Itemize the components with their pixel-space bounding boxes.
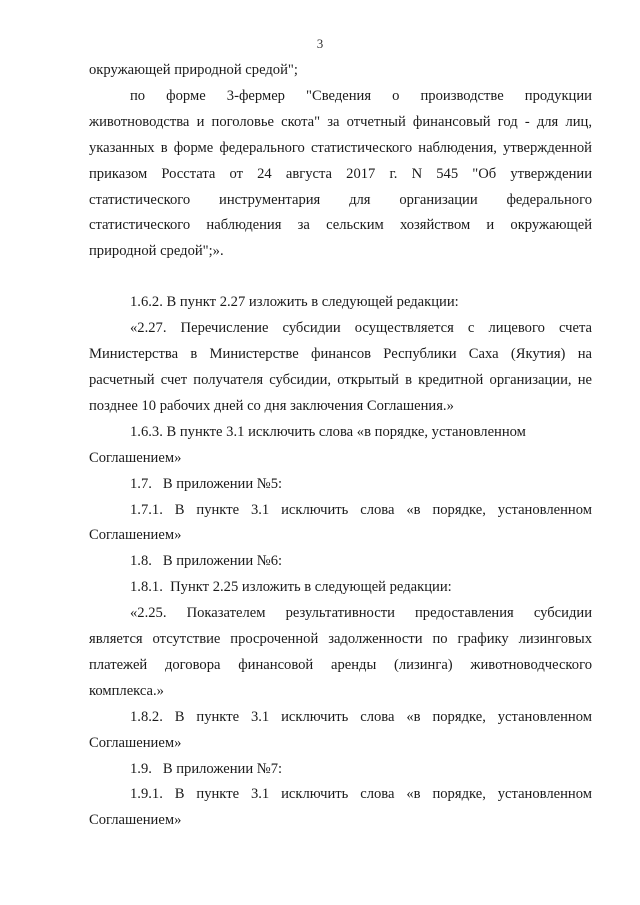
text-line: Соглашением» [89,449,182,466]
paragraph-2-27 [89,316,592,420]
paragraph-1-6-3 [89,420,592,472]
paragraph-1-8 [89,549,592,575]
text-line: 1.8.2. В пункте 3.1 исключить слова «в порядке, установленном [130,708,592,725]
text-line: 1.6.2. В пункт 2.27 изложить в следующей редакции: [130,294,459,311]
text-line: Соглашением» [89,734,182,751]
page-number: 3 [316,36,324,51]
text-line: платежей договора финансовой аренды (лизинга) животноводческого [89,656,592,673]
text-line: 1.6.3. В пункте 3.1 исключить слова «в порядке, установленном [130,423,526,440]
text-line: является отсутствие просроченной задолженности по графику лизинговых [89,631,592,648]
text-line: статистического наблюдения за сельским хозяйством и окружающей [89,217,592,234]
text-line: 1.9. В приложении №7: [130,760,283,777]
text-line: Министерства в Министерстве финансов Республики Саха (Якутия) на [89,346,592,363]
text-line: 1.8. В приложении №6: [130,553,283,570]
text-line: животноводства и поголовье скота" за отчетный финансовый год - для лиц, [89,113,592,130]
paragraph-1-7-1 [89,498,592,550]
text-line: окружающей природной средой"; [89,62,298,78]
text-line: указанных в форме федерального статистического наблюдения, утвержденной [89,139,592,156]
paragraph-1-9-1 [89,782,592,834]
paragraph-1-7 [89,472,592,498]
paragraph-2-25 [89,601,592,705]
paragraph-continuation [89,58,592,84]
text-line: комплекса.» [89,682,164,699]
paragraph-1-8-2 [89,705,592,757]
text-line: «2.27. Перечисление субсидии осуществляется с лицевого счета [130,320,592,337]
text-line: «2.25. Показателем результативности предоставления субсидии [130,605,592,622]
text-line: приказом Росстата от 24 августа 2017 г. N 545 "Об утверждении [89,165,592,182]
text-line: природной средой";». [89,243,224,260]
paragraph-1-9 [89,757,592,783]
text-line: по форме 3-фермер "Сведения о производстве продукции [130,87,592,104]
text-line: Соглашением» [89,527,182,544]
text-line: Соглашением» [89,812,182,829]
document-body [89,58,592,834]
text-line: 1.7.1. В пункте 3.1 исключить слова «в порядке, установленном [130,501,592,518]
paragraph-gap [89,265,592,290]
paragraph-1-6-2 [89,290,592,316]
text-line: позднее 10 рабочих дней со дня заключения Соглашения.» [89,397,454,414]
text-line: 1.8.1. Пункт 2.25 изложить в следующей редакции: [130,579,452,596]
paragraph-1-8-1 [89,575,592,601]
paragraph-form-3-fermer [89,84,592,265]
text-line: 1.7. В приложении №5: [130,475,283,492]
text-line: статистического инструментария для организации федерального [89,191,592,208]
text-line: 1.9.1. В пункте 3.1 исключить слова «в порядке, установленном [130,786,592,803]
text-line: расчетный счет получателя субсидии, открытый в кредитной организации, не [89,371,592,388]
